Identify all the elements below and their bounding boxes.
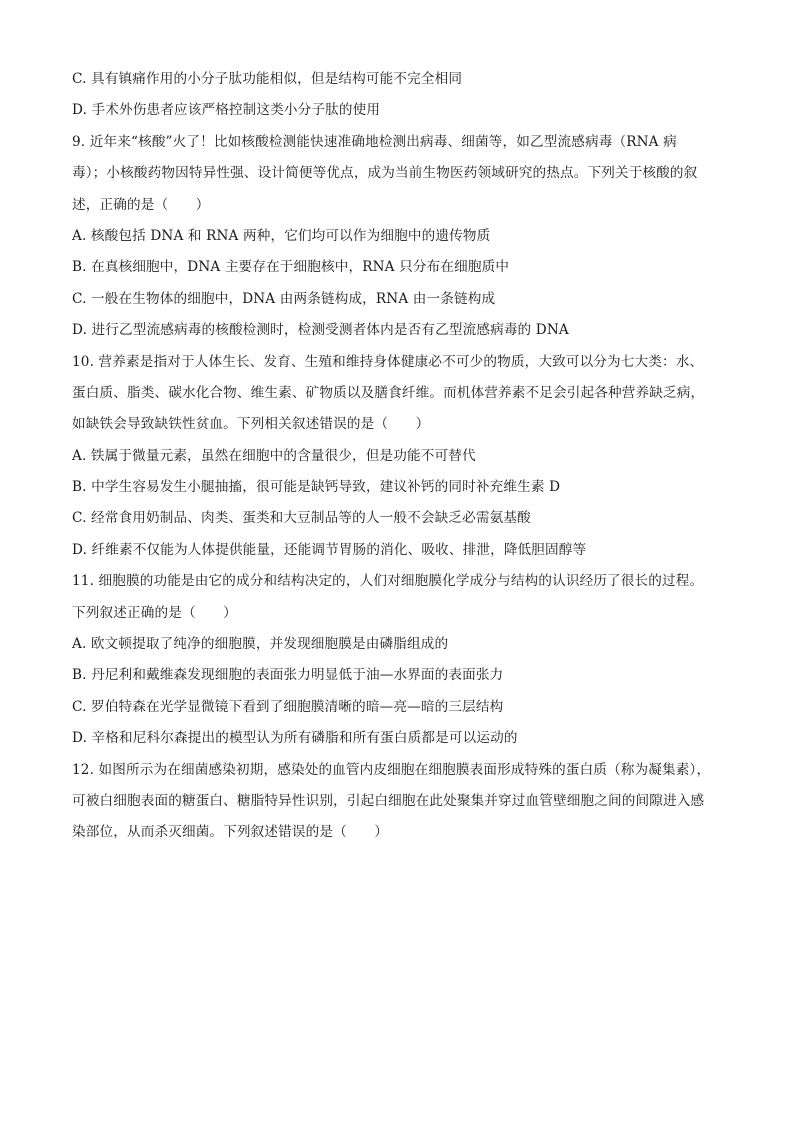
question-stem-line: 可被白细胞表面的糖蛋白、糖脂特异性识别，引起白细胞在此处聚集并穿过血管壁细胞之间的间隙进入感	[72, 792, 705, 809]
question-stem-line: 10. 营养素是指对于人体生长、发育、生殖和维持身体健康必不可少的物质，大致可以分为七大类：水、	[72, 353, 704, 370]
question-stem-line: 染部位，从而杀灭细菌。下列叙述错误的是（ ）	[72, 824, 389, 841]
option-a: A. 欧文顿提取了纯净的细胞膜，并发现细胞膜是由磷脂组成的	[72, 636, 449, 653]
question-stem-line: 毒）；小核酸药物因特异性强、设计简便等优点，成为当前生物医药领域研究的热点。下列关于核酸的叙	[72, 165, 698, 182]
option-b: B. 中学生容易发生小腿抽搐，很可能是缺钙导致，建议补钙的同时补充维生素 D	[72, 479, 561, 496]
option-a: A. 铁属于微量元素，虽然在细胞中的含量很少，但是功能不可替代	[72, 447, 476, 464]
question-9	[72, 127, 732, 347]
question-stem-line: 下列叙述正确的是（ ）	[72, 604, 237, 621]
question-stem-line: 蛋白质、脂类、碳水化合物、维生素、矿物质以及膳食纤维。而机体营养素不足会引起各种营养缺乏病，	[72, 384, 705, 401]
option-d: D. 纤维素不仅能为人体提供能量，还能调节胃肠的消化、吸收、排泄，降低胆固醇等	[72, 541, 587, 558]
option-d: D. 手术外伤患者应该严格控制这类小分子肽的使用	[72, 102, 381, 119]
question-11	[72, 566, 732, 754]
option-a: A. 核酸包括 DNA 和 RNA 两种，它们均可以作为细胞中的遗传物质	[72, 227, 491, 244]
option-b: B. 丹尼利和戴维森发现细胞的表面张力明显低于油—水界面的表面张力	[72, 667, 504, 684]
previous-question-options	[72, 64, 732, 127]
question-stem-line: 如缺铁会导致缺铁性贫血。下列相关叙述错误的是（ ）	[72, 416, 430, 433]
option-c: C. 一般在生物体的细胞中，DNA 由两条链构成，RNA 由一条链构成	[72, 290, 496, 307]
question-10	[72, 347, 732, 567]
option-d: D. 进行乙型流感病毒的核酸检测时，检测受测者体内是否有乙型流感病毒的 DNA	[72, 322, 569, 339]
question-stem-line: 9. 近年来“核酸”火了！比如核酸检测能快速准确地检测出病毒、细菌等，如乙型流感病毒（RNA 病	[72, 133, 677, 150]
question-stem-line: 11. 细胞膜的功能是由它的成分和结构决定的，人们对细胞膜化学成分与结构的认识经历了很长的过程。	[72, 573, 704, 590]
question-stem-line: 12. 如图所示为在细菌感染初期，感染处的血管内皮细胞在细胞膜表面形成特殊的蛋白质（称为凝集素），	[72, 761, 711, 778]
page-content	[72, 64, 732, 849]
question-12	[72, 755, 732, 849]
question-stem-line: 述，正确的是（ ）	[72, 196, 210, 213]
option-d: D. 辛格和尼科尔森提出的模型认为所有磷脂和所有蛋白质都是可以运动的	[72, 730, 518, 747]
option-c: C. 经常食用奶制品、肉类、蛋类和大豆制品等的人一般不会缺乏必需氨基酸	[72, 510, 531, 527]
option-b: B. 在真核细胞中，DNA 主要存在于细胞核中，RNA 只分布在细胞质中	[72, 259, 510, 276]
option-c: C. 具有镇痛作用的小分子肽功能相似，但是结构可能不完全相同	[72, 71, 463, 87]
option-c: C. 罗伯特森在光学显微镜下看到了细胞膜清晰的暗—亮—暗的三层结构	[72, 698, 504, 715]
